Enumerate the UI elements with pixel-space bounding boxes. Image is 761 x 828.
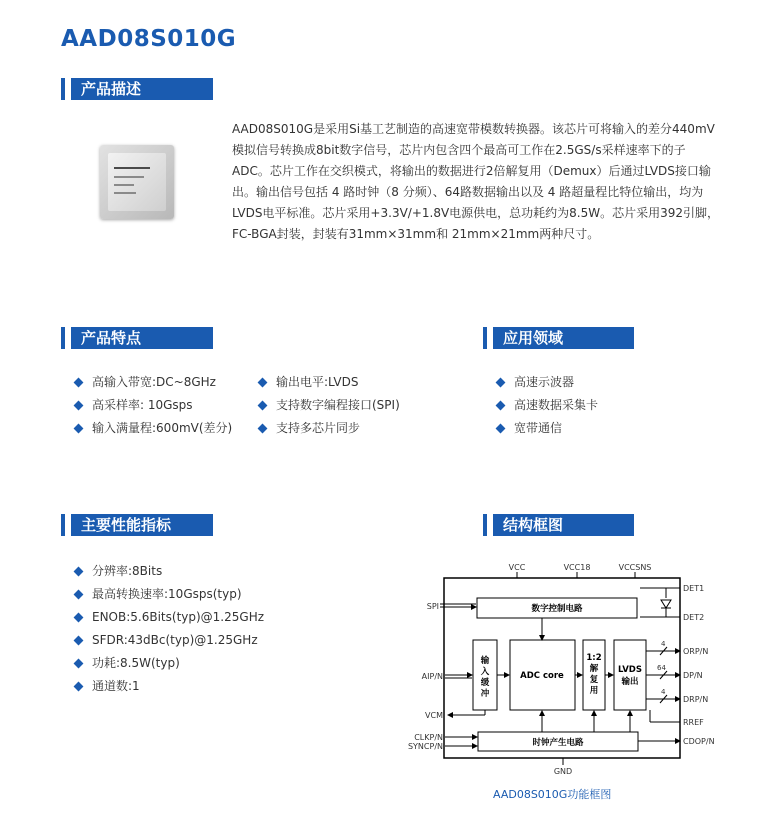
list-item	[73, 371, 232, 394]
bus-width-orp: 4	[661, 640, 666, 648]
diamond-bullet-icon	[74, 682, 84, 692]
demux-label: 解	[589, 664, 599, 674]
lvds-label: LVDS	[617, 665, 643, 675]
list-item	[73, 629, 264, 652]
pin-label-spi: SPI	[426, 602, 439, 611]
list-item	[495, 394, 598, 417]
pin-label-vcc: VCC	[508, 563, 526, 572]
list-item	[73, 560, 264, 583]
section-header-description	[61, 78, 213, 100]
diamond-bullet-icon	[74, 613, 84, 623]
description-line: LVDS电平标准。芯片采用+3.3V/+1.8V电源供电，总功耗约为8.5W。芯片采用392引脚，	[232, 206, 720, 220]
pin-label-rref: RREF	[683, 718, 704, 727]
applications-list	[495, 371, 598, 440]
diamond-bullet-icon	[258, 424, 268, 434]
feature-text: 支持多芯片同步	[276, 421, 361, 435]
demux-label: 1:2	[586, 653, 602, 663]
input-buffer-label: 输	[480, 656, 490, 666]
specs-list	[73, 560, 264, 698]
spec-text: 最高转换速率:10Gsps(typ)	[92, 587, 242, 601]
bus-width-drp: 4	[661, 688, 666, 696]
description-line: FC-BGA封装，封装有31mm×31mm和 21mm×21mm两种尺寸。	[232, 227, 600, 241]
spec-text: 分辨率:8Bits	[92, 564, 163, 578]
description-line: 出。输出信号包括 4 路时钟（8 分频）、64路数据输出以及 4 路超量程比特位输出，均为	[232, 185, 704, 199]
list-item	[257, 371, 400, 394]
pin-label-clkp: CLKP/N	[414, 733, 443, 742]
section-title-applications: 应用领域	[493, 327, 634, 349]
spec-text: 功耗:8.5W(typ)	[92, 656, 180, 670]
chip-photo	[100, 145, 174, 219]
diamond-bullet-icon	[74, 590, 84, 600]
lvds-output-block	[614, 640, 646, 710]
application-text: 高速示波器	[514, 375, 575, 389]
pin-label-aip: AIP/N	[421, 672, 443, 681]
diamond-bullet-icon	[496, 378, 506, 388]
adc-core-label: ADC core	[520, 671, 564, 681]
bus-width-dp: 64	[657, 664, 666, 672]
feature-text: 高采样率: 10Gsps	[92, 398, 193, 412]
pin-label-orp: ORP/N	[683, 647, 709, 656]
pin-label-drp: DRP/N	[683, 695, 709, 704]
diamond-bullet-icon	[258, 378, 268, 388]
clock-generation-block	[478, 732, 638, 751]
input-buffer-block	[473, 640, 497, 710]
diamond-bullet-icon	[74, 424, 84, 434]
spec-text: 通道数:1	[92, 679, 140, 693]
diamond-bullet-icon	[74, 659, 84, 669]
pin-label-cdop: CDOP/N	[683, 737, 715, 746]
pin-label-det1: DET1	[683, 584, 705, 593]
section-header-features	[61, 327, 213, 349]
feature-text: 支持数字编程接口(SPI)	[276, 398, 400, 412]
input-buffer-label: 入	[480, 667, 490, 677]
demux-label: 用	[589, 686, 599, 696]
list-item	[73, 675, 264, 698]
section-header-applications	[483, 327, 634, 349]
section-accent-bar	[61, 78, 65, 100]
adc-core-block	[510, 640, 575, 710]
application-text: 高速数据采集卡	[514, 398, 599, 412]
chip-marking	[114, 192, 136, 194]
demux-block	[583, 640, 605, 710]
section-title-specs: 主要性能指标	[71, 514, 213, 536]
diamond-bullet-icon	[74, 636, 84, 646]
features-list-right	[257, 371, 400, 440]
chip-outline	[444, 578, 680, 758]
section-accent-bar	[61, 514, 65, 536]
diamond-bullet-icon	[496, 424, 506, 434]
diamond-bullet-icon	[74, 401, 84, 411]
pin-label-vcm: VCM	[425, 711, 443, 720]
list-item	[495, 371, 598, 394]
list-item	[73, 606, 264, 629]
diamond-bullet-icon	[258, 401, 268, 411]
list-item	[495, 417, 598, 440]
description-line: AAD08S010G是采用Si基工艺制造的高速宽带模数转换器。该芯片可将输入的差分440mV	[232, 122, 715, 136]
list-item	[257, 417, 400, 440]
input-buffer-label: 冲	[480, 689, 490, 699]
list-item	[73, 417, 232, 440]
demux-label: 复	[589, 675, 599, 685]
list-item	[73, 583, 264, 606]
feature-text: 高输入带宽:DC~8GHz	[92, 375, 216, 389]
section-title-description: 产品描述	[71, 78, 213, 100]
diamond-bullet-icon	[74, 378, 84, 388]
section-accent-bar	[61, 327, 65, 349]
digital-control-block	[477, 598, 637, 618]
description-text	[232, 119, 720, 245]
digital-control-label: 数字控制电路	[531, 604, 583, 614]
list-item	[73, 394, 232, 417]
description-line: 模拟信号转换成8bit数字信号，芯片内包含四个最高可工作在2.5GS/s采样速率下的子	[232, 143, 686, 157]
lvds-label: 输出	[621, 677, 639, 687]
application-text: 宽带通信	[514, 421, 563, 435]
pin-label-gnd: GND	[553, 767, 573, 776]
features-list-left	[73, 371, 232, 440]
chip-marking	[114, 167, 150, 169]
input-buffer-label: 缓	[480, 678, 490, 688]
pin-label-dp: DP/N	[683, 671, 703, 680]
pin-label-vccsns: VCCSNS	[618, 563, 652, 572]
diamond-bullet-icon	[74, 567, 84, 577]
page-title: AAD08S010G	[61, 26, 237, 52]
list-item	[73, 652, 264, 675]
pin-label-det2: DET2	[683, 613, 705, 622]
section-accent-bar	[483, 327, 487, 349]
diamond-bullet-icon	[496, 401, 506, 411]
list-item	[257, 394, 400, 417]
clock-generation-label: 时钟产生电路	[532, 738, 584, 748]
spec-text: SFDR:43dBc(typ)@1.25GHz	[92, 633, 258, 647]
section-header-specs	[61, 514, 213, 536]
pin-label-vcc18: VCC18	[563, 563, 591, 572]
section-accent-bar	[483, 514, 487, 536]
feature-text: 输入满量程:600mV(差分)	[92, 421, 233, 435]
feature-text: 输出电平:LVDS	[276, 375, 359, 389]
chip-marking	[114, 176, 144, 178]
description-line: ADC。芯片工作在交织模式，将输出的数据进行2倍解复用（Demux）后通过LVDS接口输	[232, 164, 711, 178]
diagram-caption: AAD08S010G功能框图	[493, 788, 612, 801]
spec-text: ENOB:5.6Bits(typ)@1.25GHz	[92, 610, 265, 624]
pin-label-syncp: SYNCP/N	[407, 742, 443, 751]
section-header-block-diagram	[483, 514, 634, 536]
section-title-block-diagram: 结构框图	[493, 514, 634, 536]
section-title-features: 产品特点	[71, 327, 213, 349]
chip-lid	[108, 153, 166, 211]
chip-marking	[114, 184, 134, 186]
